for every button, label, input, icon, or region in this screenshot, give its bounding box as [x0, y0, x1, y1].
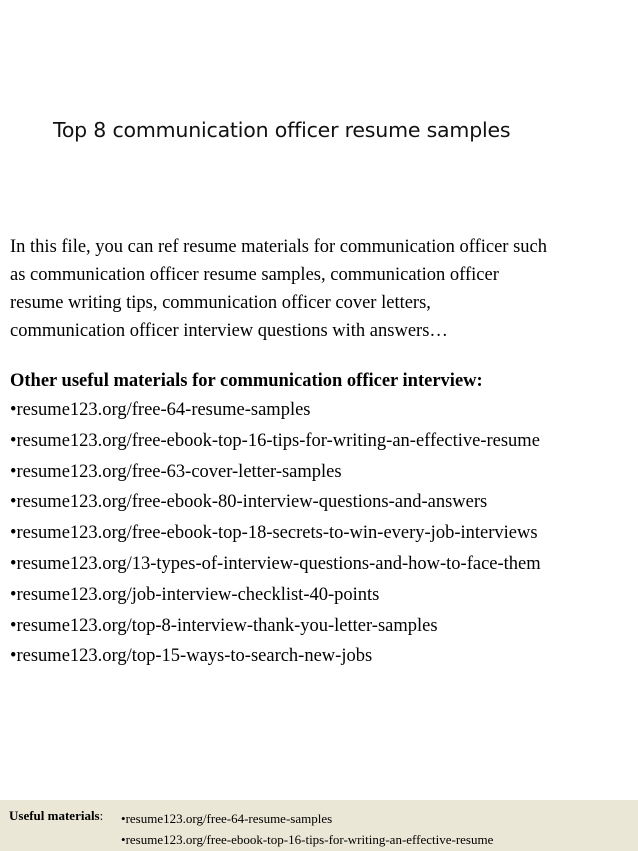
- materials-link[interactable]: • resume123.org/13-types-of-interview-questions-and-how-to-face-them: [10, 549, 632, 580]
- footer-link[interactable]: • resume123.org/free-64-resume-samples: [121, 808, 493, 829]
- footer-label-text: Useful materials: [9, 808, 100, 823]
- footer-list: [121, 808, 493, 850]
- materials-link[interactable]: • resume123.org/free-63-cover-letter-samples: [10, 457, 632, 488]
- footer-link[interactable]: • resume123.org/free-ebook-top-16-tips-for-writing-an-effective-resume: [121, 829, 493, 850]
- materials-section: [10, 367, 632, 672]
- intro-paragraph: In this file, you can ref resume materials for communication officer such as communication officer resume samples, communication officer resume writing tips, communication officer cover letters, communication officer interview questions with answers…: [10, 237, 547, 341]
- materials-heading: Other useful materials for communication officer interview:: [10, 371, 483, 391]
- materials-link[interactable]: • resume123.org/top-8-interview-thank-you-letter-samples: [10, 611, 632, 642]
- materials-link[interactable]: • resume123.org/free-ebook-80-interview-questions-and-answers: [10, 487, 632, 518]
- materials-link[interactable]: • resume123.org/free-ebook-top-18-secrets-to-win-every-job-interviews: [10, 518, 632, 549]
- footer-bar: [0, 800, 638, 851]
- materials-list: [10, 395, 632, 672]
- page-title: Top 8 communication officer resume samples: [53, 118, 511, 142]
- materials-link[interactable]: • resume123.org/free-ebook-top-16-tips-for-writing-an-effective-resume: [10, 426, 632, 457]
- materials-link[interactable]: • resume123.org/free-64-resume-samples: [10, 395, 632, 426]
- footer-label: Useful materials:: [9, 808, 104, 823]
- materials-link[interactable]: • resume123.org/job-interview-checklist-40-points: [10, 580, 632, 611]
- materials-link[interactable]: • resume123.org/top-15-ways-to-search-new-jobs: [10, 641, 632, 672]
